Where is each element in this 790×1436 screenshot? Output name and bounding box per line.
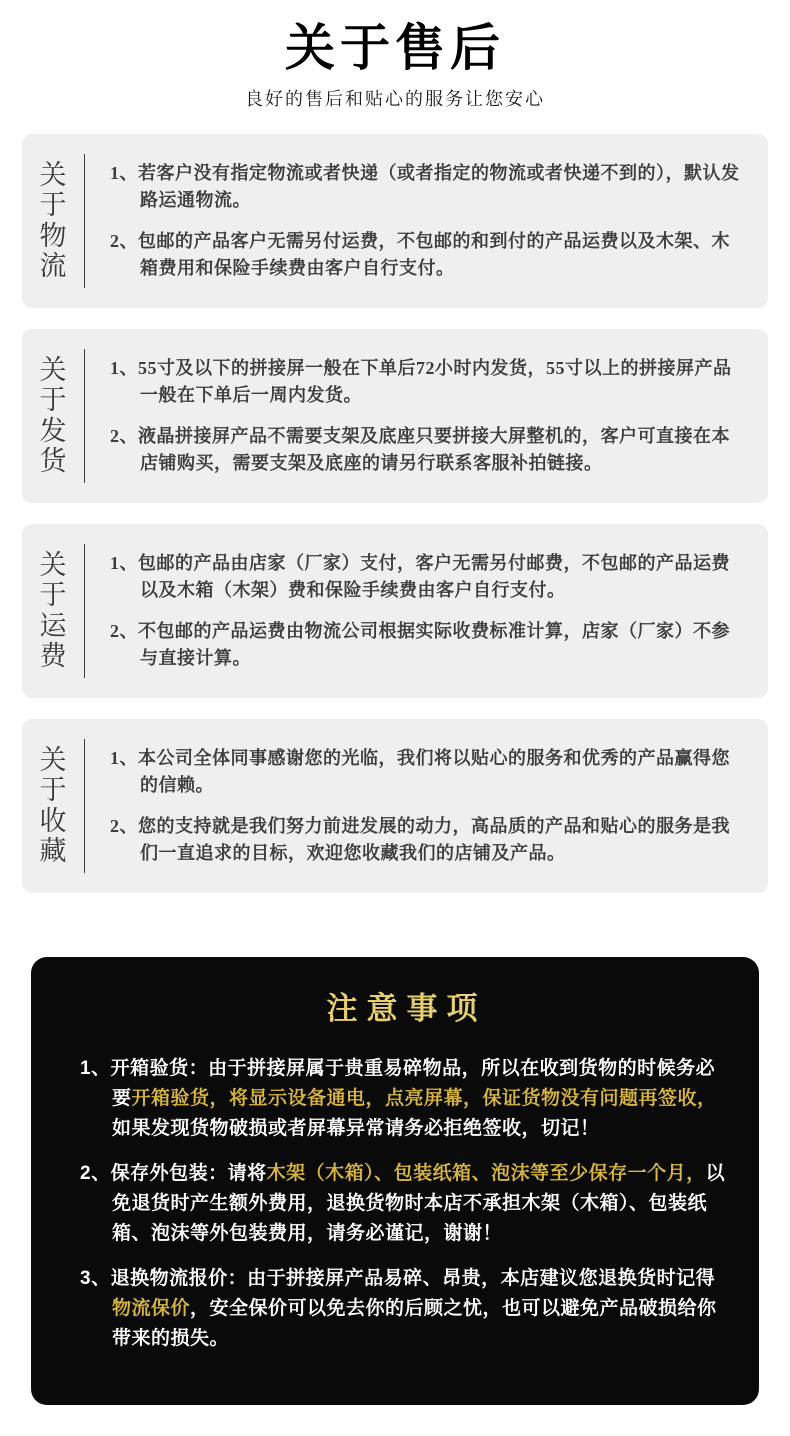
item-text: 液晶拼接屏产品不需要支架及底座只要拼接大屏整机的，客户可直接在本店铺购买，需要支架及底座的请另行联系客服补拍链接。 xyxy=(138,425,730,473)
page-subtitle: 良好的售后和贴心的服务让您安心 xyxy=(245,89,545,109)
item-number: 2、 xyxy=(110,620,138,641)
section-label-text: 关于收藏 xyxy=(39,745,67,866)
section-item xyxy=(110,423,742,477)
section-content xyxy=(85,543,742,679)
info-section xyxy=(22,524,768,698)
section-label xyxy=(22,543,84,679)
notice-text: 保存外包装：请将 xyxy=(110,1162,267,1184)
item-number: 2、 xyxy=(110,425,138,446)
section-label xyxy=(22,348,84,484)
item-text: 若客户没有指定物流或者快递（或者指定的物流或者快递不到的），默认发路运通物流。 xyxy=(138,162,740,210)
section-label xyxy=(22,738,84,874)
notice-item xyxy=(80,1264,733,1354)
section-item xyxy=(110,618,742,672)
section-content xyxy=(85,153,742,289)
notice-panel xyxy=(31,957,759,1405)
item-text: 不包邮的产品运费由物流公司根据实际收费标准计算，店家（厂家）不参与直接计算。 xyxy=(138,620,730,668)
section-label xyxy=(22,153,84,289)
item-text: 您的支持就是我们努力前进发展的动力，高品质的产品和贴心的服务是我们一直追求的目标，欢迎您收藏我们的店铺及产品。 xyxy=(138,815,730,863)
item-number: 1、 xyxy=(80,1057,111,1079)
item-number: 1、 xyxy=(110,747,138,768)
item-text: 55寸及以下的拼接屏一般在下单后72小时内发货，55寸以上的拼接屏产品一般在下单后一周内发货。 xyxy=(138,357,732,405)
section-item xyxy=(110,813,742,867)
item-number: 2、 xyxy=(110,230,138,251)
info-section xyxy=(22,134,768,308)
section-label-text: 关于物流 xyxy=(39,160,67,281)
notice-items xyxy=(80,1054,733,1354)
notice-text: 开箱验货：由于拼接屏属于贵重易碎物品，所以在收到货物的时候务必要 xyxy=(110,1057,716,1109)
section-label-text: 关于运费 xyxy=(39,550,67,671)
notice-text: 退换物流报价：由于拼接屏产品易碎、昂贵，本店建议您退换货时记得 xyxy=(110,1267,716,1289)
section-item xyxy=(110,550,742,604)
notice-title: 注意事项 xyxy=(326,990,487,1026)
item-number: 2、 xyxy=(80,1162,111,1184)
section-content xyxy=(85,348,742,484)
page-header xyxy=(0,0,790,111)
section-item xyxy=(110,355,742,409)
section-label-text: 关于发货 xyxy=(39,355,67,476)
section-item xyxy=(110,228,742,282)
notice-highlight-text: 开箱验货，将显示设备通电，点亮屏幕，保证货物没有问题再签收， xyxy=(131,1087,717,1109)
item-number: 3、 xyxy=(80,1267,111,1289)
notice-item xyxy=(80,1054,733,1144)
notice-item xyxy=(80,1159,733,1249)
info-section xyxy=(22,719,768,893)
item-number: 1、 xyxy=(110,552,138,573)
item-text: 本公司全体同事感谢您的光临，我们将以贴心的服务和优秀的产品赢得您的信赖。 xyxy=(138,747,730,795)
page-title: 关于售后 xyxy=(285,20,505,76)
section-item xyxy=(110,745,742,799)
section-content xyxy=(85,738,742,874)
item-number: 1、 xyxy=(110,162,138,183)
notice-text: 以免退货时产生额外费用，退换货物时本店不承担木架（木箱）、包装纸箱、泡沫等外包装费用，请务必谨记，谢谢！ xyxy=(112,1162,726,1244)
item-text: 包邮的产品由店家（厂家）支付，客户无需另付邮费，不包邮的产品运费以及木箱（木架）费和保险手续费由客户自行支付。 xyxy=(138,552,730,600)
notice-highlight-text: 物流保价 xyxy=(112,1297,191,1319)
item-number: 1、 xyxy=(110,357,138,378)
notice-text: 如果发现货物破损或者屏幕异常请务必拒绝签收，切记！ xyxy=(112,1117,600,1139)
section-item xyxy=(110,160,742,214)
info-sections xyxy=(0,134,790,893)
item-number: 2、 xyxy=(110,815,138,836)
info-section xyxy=(22,329,768,503)
notice-text: ，安全保价可以免去你的后顾之忧，也可以避免产品破损给你带来的损失。 xyxy=(112,1297,717,1349)
notice-highlight-text: 木架（木箱）、包装纸箱、泡沫等至少保存一个月， xyxy=(266,1162,706,1184)
item-text: 包邮的产品客户无需另付运费，不包邮的和到付的产品运费以及木架、木箱费用和保险手续费由客户自行支付。 xyxy=(138,230,730,278)
